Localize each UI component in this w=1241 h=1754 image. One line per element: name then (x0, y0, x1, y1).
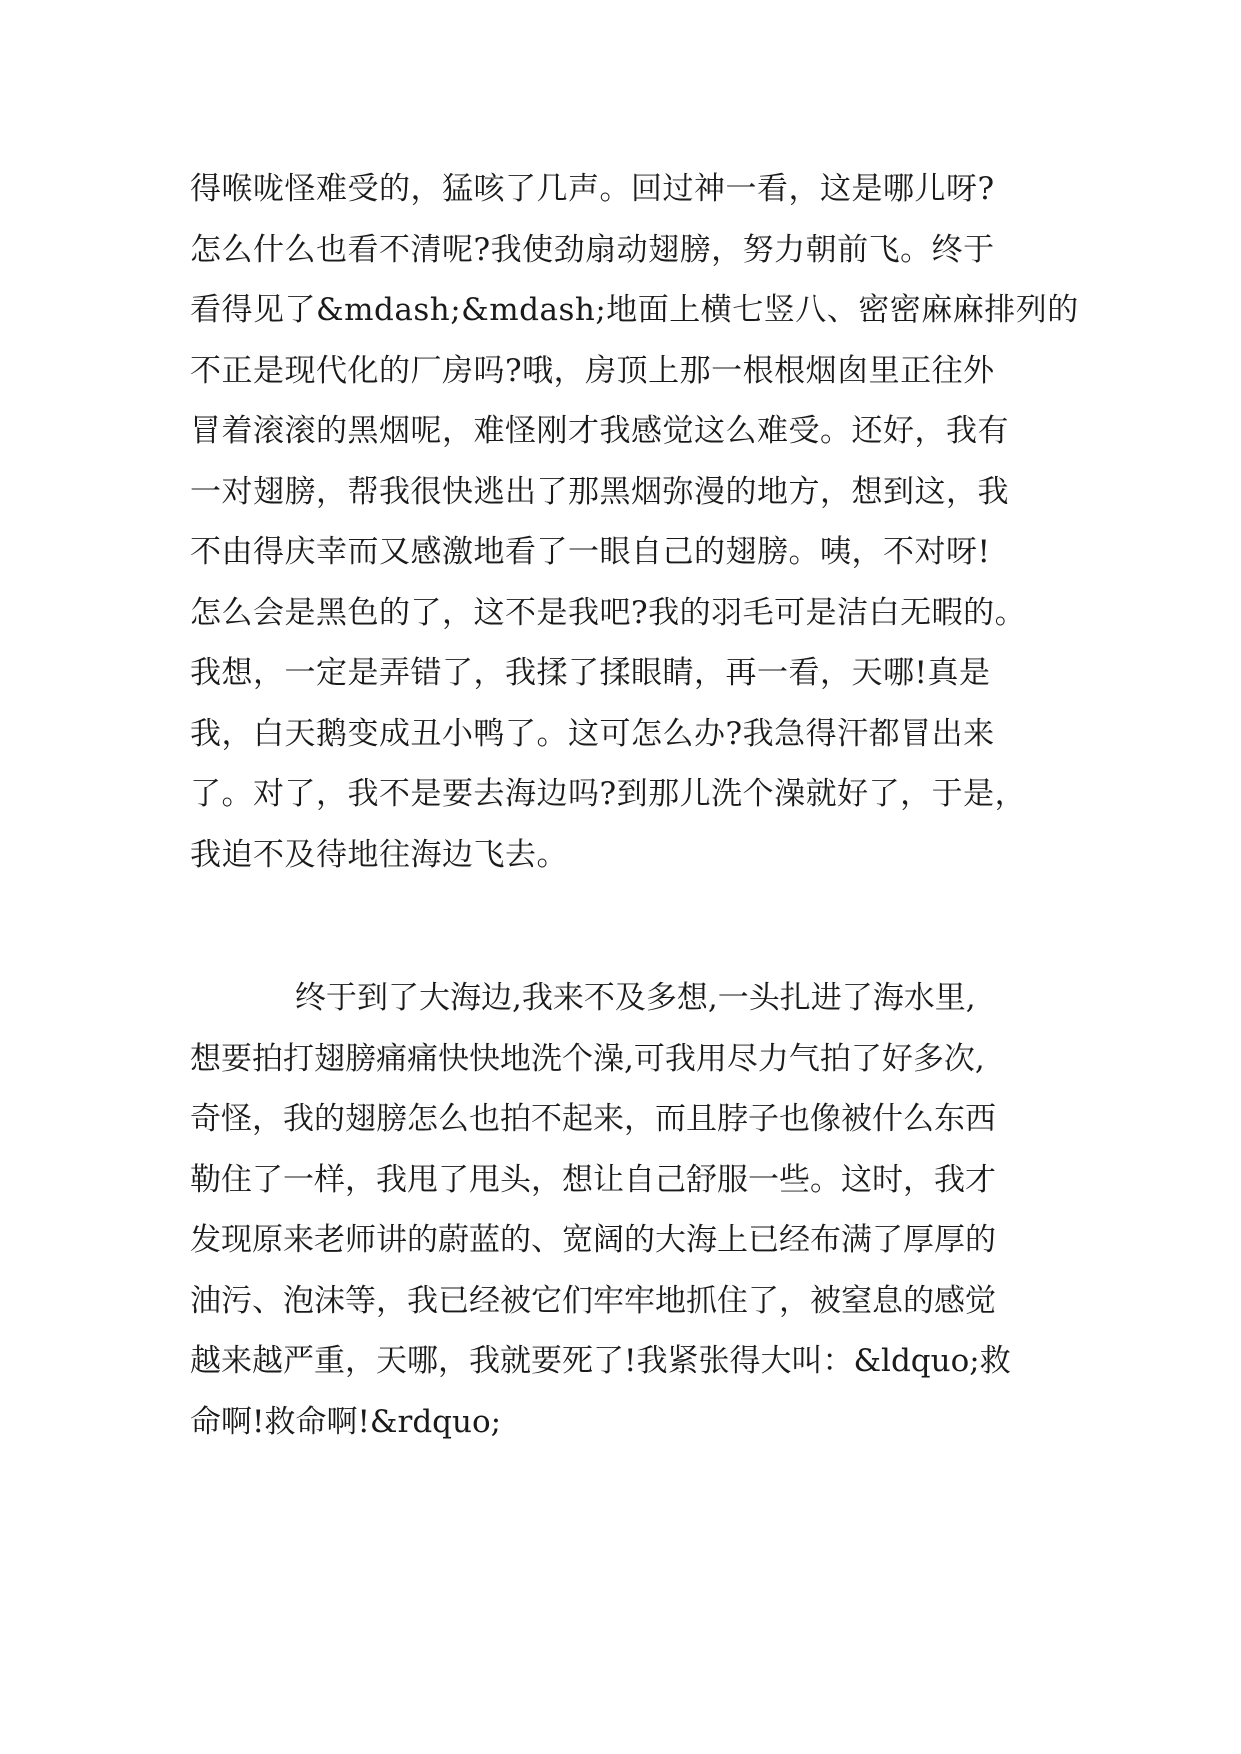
text-line: 我想，一定是弄错了，我揉了揉眼睛，再一看，天哪!真是 (190, 655, 991, 691)
text-line: 终于到了大海边,我来不及多想,一头扎进了海水里, (295, 980, 976, 1016)
text-line: 怎么什么也看不清呢?我使劲扇动翅膀，努力朝前飞。终于 (190, 231, 995, 268)
text-line: 怎么会是黑色的了，这不是我吧?我的羽毛可是洁白无暇的。 (190, 594, 1027, 631)
text-line: 发现原来老师讲的蔚蓝的、宽阔的大海上已经布满了厚厚的 (190, 1222, 996, 1258)
text-line: 冒着滚滚的黑烟呢，难怪刚才我感觉这么难受。还好，我有 (190, 413, 1009, 449)
text-line: 命啊!救命啊!&rdquo; (190, 1403, 502, 1440)
text-line: 油污、泡沫等，我已经被它们牢牢地抓住了，被窒息的感觉 (190, 1282, 996, 1319)
text-line: 我迫不及待地往海边飞去。 (190, 836, 568, 873)
paragraph-2 (190, 968, 1090, 1452)
text-line: 我，白天鹅变成丑小鸭了。这可怎么办?我急得汗都冒出来 (190, 715, 995, 752)
paragraph-1 (190, 159, 1090, 885)
text-line: 了。对了，我不是要去海边吗?到那儿洗个澡就好了，于是， (190, 776, 1027, 812)
text-line: 不由得庆幸而又感激地看了一眼自己的翅膀。咦，不对呀! (190, 534, 991, 570)
text-line: 不正是现代化的厂房吗?哦，房顶上那一根根烟囱里正往外 (190, 352, 995, 389)
text-line: 越来越严重，天哪，我就要死了!我紧张得大叫：&ldquo;救 (190, 1343, 1011, 1379)
text-line: 一对翅膀，帮我很快逃出了那黑烟弥漫的地方，想到这，我 (190, 473, 1009, 510)
text-line: 得喉咙怪难受的，猛咳了几声。回过神一看，这是哪儿呀? (190, 171, 995, 207)
text-line: 想要拍打翅膀痛痛快快地洗个澡,可我用尽力气拍了好多次, (190, 1040, 985, 1077)
text-line: 勒住了一样，我甩了甩头，想让自己舒服一些。这时，我才 (190, 1161, 996, 1198)
text-line: 看得见了&mdash;&mdash;地面上横七竖八、密密麻麻排列的 (190, 292, 1079, 328)
text-line: 奇怪，我的翅膀怎么也拍不起来，而且脖子也像被什么东西 (190, 1101, 996, 1137)
